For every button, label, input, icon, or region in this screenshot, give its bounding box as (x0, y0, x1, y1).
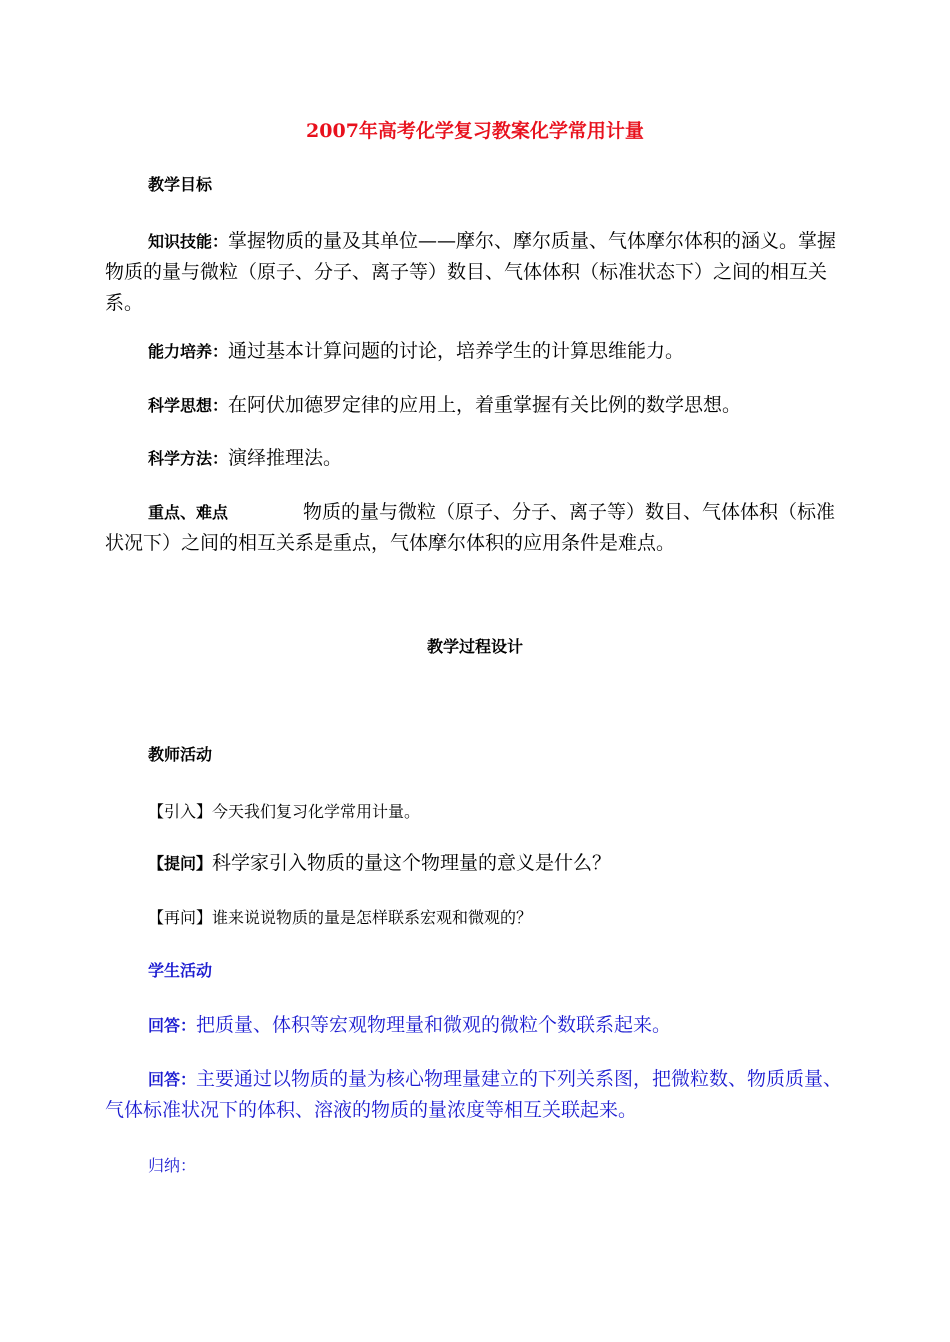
ability-text: 通过基本计算问题的讨论，培养学生的计算思维能力。 (228, 340, 685, 362)
summary-paragraph (105, 1150, 850, 1181)
knowledge-label: 知识技能： (148, 232, 229, 251)
method-label: 科学方法： (148, 449, 229, 468)
intro-paragraph (105, 796, 850, 827)
answer2-text: 主要通过以物质的量为核心物理量建立的下列关系图，把微粒数、物质质量、气体标准状况下的体积、溶液的物质的量浓度等相互关联起来。 (105, 1068, 843, 1121)
keypoints-label: 重点、难点 (148, 503, 229, 522)
answer2-paragraph (105, 1064, 850, 1126)
thought-label: 科学思想： (148, 396, 229, 415)
question-label: 【提问】 (148, 854, 213, 873)
thought-text: 在阿伏加德罗定律的应用上，着重掌握有关比例的数学思想。 (228, 394, 742, 416)
keypoints-text: 物质的量与微粒（原子、分子、离子等）数目、气体体积（标准状况下）之间的相互关系是重点，气体摩尔体积的应用条件是难点。 (105, 501, 836, 554)
answer1-paragraph (105, 1010, 850, 1041)
answer1-text: 把质量、体积等宏观物理量和微观的微粒个数联系起来。 (196, 1014, 672, 1036)
requestion-paragraph (105, 902, 850, 933)
keypoints-paragraph (105, 497, 850, 559)
intro-label: 【引入】 (148, 802, 213, 821)
student-heading: 学生活动 (148, 961, 213, 980)
question-paragraph (105, 848, 850, 879)
knowledge-paragraph (105, 226, 850, 319)
method-paragraph (105, 443, 850, 474)
intro-text: 今天我们复习化学常用计量。 (212, 802, 421, 821)
requestion-label: 【再问】 (148, 908, 213, 927)
objectives-heading: 教学目标 (148, 175, 213, 194)
knowledge-text: 掌握物质的量及其单位——摩尔、摩尔质量、气体摩尔体积的涵义。掌握物质的量与微粒（原子、分子、离子等）数目、气体体积（标准状态下）之间的相互关系。 (105, 230, 837, 314)
question-text: 科学家引入物质的量这个物理量的意义是什么？ (212, 852, 612, 874)
process-heading: 教学过程设计 (426, 637, 523, 656)
method-text: 演绎推理法。 (228, 447, 343, 469)
teacher-heading: 教师活动 (148, 745, 213, 764)
requestion-text: 谁来说说物质的量是怎样联系宏观和微观的？ (212, 908, 533, 927)
ability-label: 能力培养： (148, 342, 229, 361)
thought-paragraph (105, 390, 850, 421)
answer2-label: 回答： (148, 1070, 197, 1089)
summary-label: 归纳： (148, 1156, 197, 1175)
document-title: 2007年高考化学复习教案化学常用计量 (306, 120, 644, 142)
ability-paragraph (105, 336, 850, 367)
answer1-label: 回答： (148, 1016, 197, 1035)
